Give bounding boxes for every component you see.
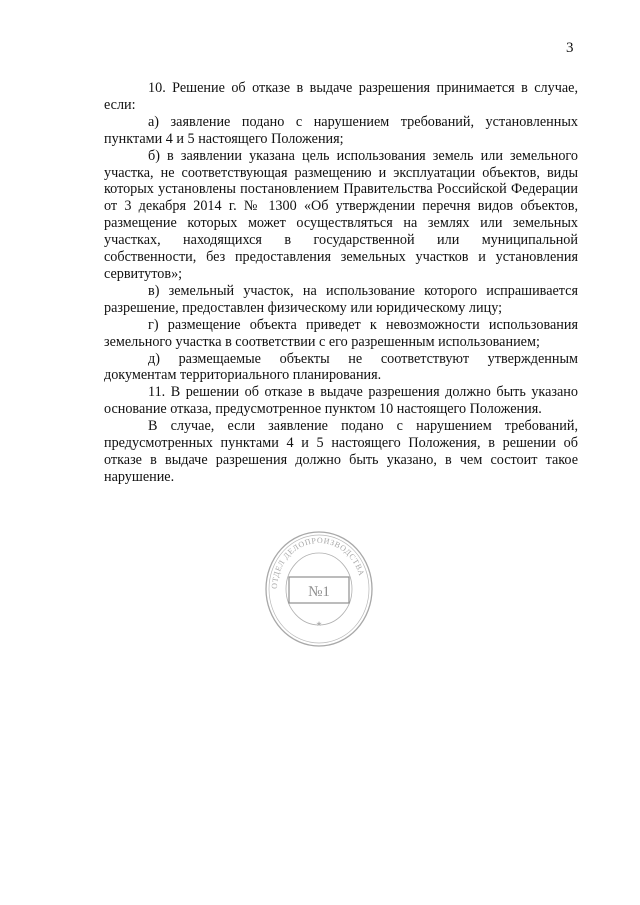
page-number: 3: [566, 40, 574, 56]
paragraph-subitem-v: в) земельный участок, на использование которого испрашивается разрешение, предоставлен физическому или юридическому лицу;: [104, 282, 578, 316]
paragraph-item-10: 10. Решение об отказе в выдаче разрешения принимается в случае, если:: [104, 80, 578, 113]
star-icon: ★: [315, 620, 323, 628]
paragraph-subitem-a: а) заявление подано с нарушением требований, установленных пунктами 4 и 5 настоящего Положения;: [104, 113, 578, 147]
paragraph-subitem-b: б) в заявлении указана цель использования земель или земельного участка, не соответствующая размещению и эксплуатации объектов, виды которых установлены постановлением Правительства Российской Федерации от 3 декабря 2014 г. № 1300 «Об утверждении перечня видов объектов, размещение которых может осуществляться на землях или земельных участках, находящихся в государственной или муниципальной собственности, без предоставления земельных участков и установления сервитутов»;: [104, 147, 578, 282]
stamp-ring-text: ОТДЕЛ ДЕЛОПРОИЗВОДСТВА: [269, 535, 367, 590]
paragraph-item-11: 11. В решении об отказе в выдаче разрешения должно быть указано основание отказа, предусмотренное пунктом 10 настоящего Положения.: [104, 384, 578, 418]
paragraph-subitem-g: г) размещение объекта приведет к невозможности использования земельного участка в соответствии с его разрешенным использованием;: [104, 316, 578, 350]
document-body: [104, 80, 578, 486]
paragraph-subitem-d: д) размещаемые объекты не соответствуют утвержденным документам территориального планирования.: [104, 350, 578, 384]
office-stamp: [264, 530, 374, 648]
paragraph-violation-note: В случае, если заявление подано с нарушением требований, предусмотренных пунктами 4 и 5 настоящего Положения, в решении об отказе в выдаче разрешения должно быть указано, в чем состоит такое нарушение.: [104, 418, 578, 485]
stamp-number: №1: [308, 584, 330, 600]
